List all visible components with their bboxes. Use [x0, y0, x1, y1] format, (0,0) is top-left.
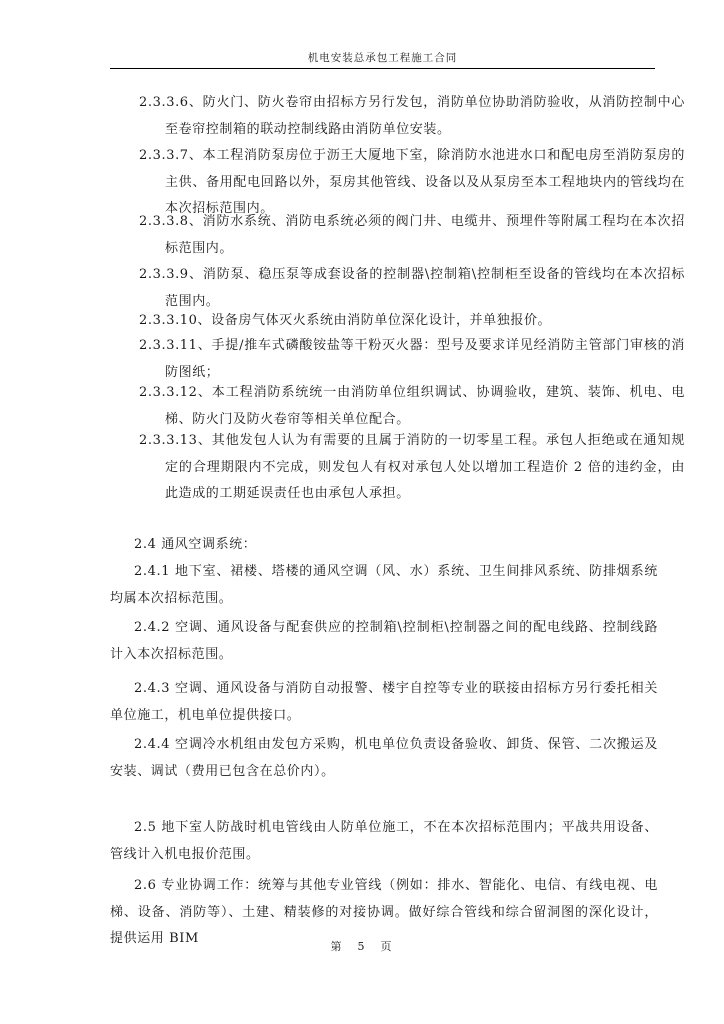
clause-2-4-4: 2.4.4 空调冷水机组由发包方采购，机电单位负责设备验收、卸货、保管、二次搬运及安装、调试（费用已包含在总价内）。 — [110, 737, 658, 779]
clause-2-3-3-12: 2.3.3.12、本工程消防系统统一由消防单位组织调试、协调验收，建筑、装饰、机电、电梯、防火门及防火卷帘等相关单位配合。 — [139, 385, 685, 427]
page-footer — [0, 938, 724, 954]
clause-2-3-3-6: 2.3.3.6、防火门、防火卷帘由招标方另行发包，消防单位协助消防验收，从消防控制中心至卷帘控制箱的联动控制线路由消防单位安装。 — [139, 95, 685, 137]
clause-2-3-3-11: 2.3.3.11、手提/推车式磷酸铵盐等干粉灭火器：型号及要求详见经消防主管部门审核的消防图纸； — [139, 338, 685, 380]
clause-2-3-3-7: 2.3.3.7、本工程消防泵房位于沥王大厦地下室，除消防水池进水口和配电房至消防泵房的主供、备用配电回路以外，泵房其他管线、设备以及从泵房至本工程地块内的管线均在本次招标范围内。 — [139, 148, 685, 216]
page-number: 5 — [357, 940, 367, 953]
clause-2-4-2: 2.4.2 空调、通风设备与配套供应的控制箱\控制柜\控制器之间的配电线路、控制线路计入本次招标范围。 — [110, 620, 658, 662]
clause-2-3-3-9: 2.3.3.9、消防泵、稳压泵等成套设备的控制器\控制箱\控制柜至设备的管线均在本次招标范围内。 — [139, 267, 685, 309]
footer-prefix: 第 — [330, 940, 344, 953]
section-heading-2-4: 2.4 通风空调系统： — [134, 537, 257, 552]
clause-2-4-3: 2.4.3 空调、通风设备与消防自动报警、楼宇自控等专业的联接由招标方另行委托相关单位施工，机电单位提供接口。 — [110, 681, 658, 723]
clause-2-3-3-8: 2.3.3.8、消防水系统、消防电系统必须的阀门井、电缆井、预埋件等附属工程均在本次招标范围内。 — [139, 214, 685, 256]
clause-2-3-3-13: 2.3.3.13、其他发包人认为有需要的且属于消防的一切零星工程。承包人拒绝或在通知规定的合理期限内不完成，则发包人有权对承包人处以增加工程造价 2 倍的违约金，由此造成的工期延误责任也由承包人承担。 — [139, 433, 685, 501]
clause-2-5: 2.5 地下室人防战时机电管线由人防单位施工，不在本次招标范围内；平战共用设备、管线计入机电报价范围。 — [110, 820, 658, 862]
clause-2-6: 2.6 专业协调工作：统筹与其他专业管线（例如：排水、智能化、电信、有线电视、电梯、设备、消防等）、土建、精装修的对接协调。做好综合管线和综合留洞图的深化设计，提供运用 BIM — [110, 878, 658, 946]
footer-suffix: 页 — [380, 940, 394, 953]
clause-2-4-1: 2.4.1 地下室、裙楼、塔楼的通风空调（风、水）系统、卫生间排风系统、防排烟系统均属本次招标范围。 — [110, 564, 658, 606]
header-rule — [110, 68, 655, 69]
page-header-title: 机电安装总承包工程施工合同 — [307, 52, 458, 64]
clause-2-3-3-10: 2.3.3.10、设备房气体灭火系统由消防单位深化设计，并单独报价。 — [139, 313, 552, 328]
